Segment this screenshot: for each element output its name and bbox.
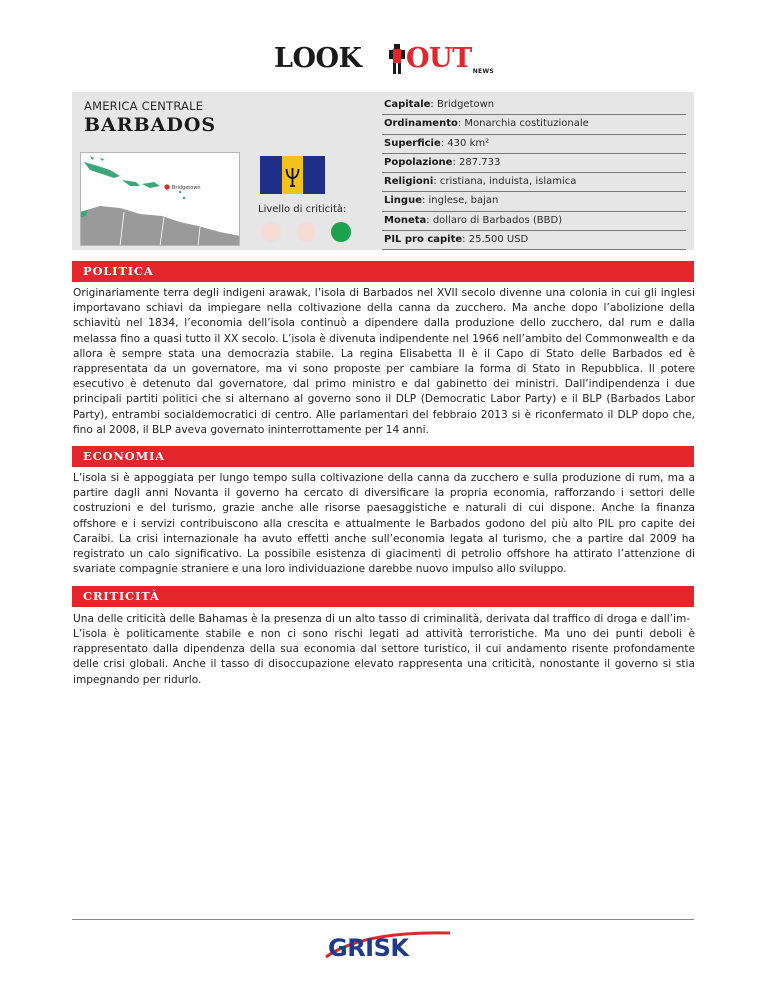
grisk-logo-text: GRISK: [328, 934, 409, 961]
criticality-label: Livello di criticità:: [258, 204, 347, 215]
fact-popolazione: Popolazione: 287.733: [382, 154, 686, 173]
fact-moneta: Moneta: dollaro di Barbados (BBD): [382, 212, 686, 231]
logo-look-text: LOOK: [274, 43, 362, 74]
fact-ordinamento: Ordinamento: Monarchia costituzionale: [382, 115, 686, 134]
footer-divider: [72, 919, 694, 920]
section-text-economia: L’isola si è appoggiata per lungo tempo sulla coltivazione della canna da zucchero e sulla produzione di rum, ma a partire dagli anni Novanta il governo ha cercato di diversificare la propria economia, rafforzando i settori delle costruzioni e del turismo, grazie anche alle risorse paesaggistiche e naturali di cui dispone. Anche la finanza offshore e i servizi contribuiscono alla crescita e attualmente le Barbados godono del più alto PIL pro capite dei Caraibi. La crisi internazionale ha avuto effetti anche sull’economia legata al turismo, che a partire dal 2009 ha registrato un calo significativo. La possibile esistenza di giacimenti di petrolio offshore ha attirato l’attenzione di svariate compagnie straniere e una loro individuazione darebbe nuovo impulso allo sviluppo.: [73, 472, 695, 576]
section-header-economia: [72, 446, 694, 467]
logo-news-text: NEWS: [472, 68, 494, 75]
lookout-logo: [274, 44, 494, 78]
grisk-logo: [322, 929, 454, 961]
map-city-label: Bridgetown: [172, 185, 201, 191]
section-header-criticita: [72, 586, 694, 607]
fact-religioni: Religioni: cristiana, induista, islamica: [382, 173, 686, 192]
section-title: CRITICITÀ: [83, 589, 160, 603]
logo-out-text: OUT: [406, 43, 472, 74]
section-title: ECONOMIA: [83, 449, 165, 463]
criticality-dot-2: [296, 222, 316, 242]
fact-capitale: Capitale: Bridgetown: [382, 96, 686, 115]
country-facts-list: [382, 96, 686, 250]
section-header-politica: [72, 261, 694, 282]
region-label: AMERICA CENTRALE: [84, 99, 204, 113]
country-info-box: [72, 92, 694, 250]
fact-pil-pro-capite: PIL pro capite: 25.500 USD: [382, 231, 686, 250]
section-text-criticita: L’isola è politicamente stabile e non ci sono rischi legati ad attività terroristiche. Ma uno dei punti deboli è rappresentato dalla dipendenza della sua economia dal settore turistico, il cui andamento risente profondamente delle crisi globali. Anche il tasso di disoccupazione elevato rappresenta una criticità, nonostante il governo si stia impegnando per ridurlo.: [73, 628, 695, 686]
section-title: POLITICA: [83, 264, 154, 278]
caribbean-map: [80, 152, 240, 246]
fact-lingue: Lingue: inglese, bajan: [382, 192, 686, 211]
criticality-dot-1: [261, 222, 281, 242]
section-text-criticita-line1: Una delle criticità delle Bahamas è la presenza di un alto tasso di criminalità, derivata dal traffico di droga e dall’im-: [73, 613, 691, 625]
country-title: BARBADOS: [84, 114, 217, 136]
section-text-politica: Originariamente terra degli indigeni arawak, l’isola di Barbados nel XVII secolo divenne una colonia in cui gli inglesi importavano schiavi da impiegare nella coltivazione della canna da zucchero. Ma anche dopo l’abolizione della schiavitù nel 1834, l’economia dell’isola continuò a dipendere dalla produzione dello zucchero, dal rum e dalla melassa fino a quasi tutto il XX secolo. L’isola è divenuta indipendente nel 1966 nell’ambito del Commonwealth e da allora è sempre stata una democrazia stabile. La regina Elisabetta II è il Capo di Stato delle Barbados ed è rappresentata da un governatore, ma vi sono proposte per cambiare la forma di Stato in Repubblica. Il potere esecutivo è detenuto dal governatore, dal primo ministro e dal gabinetto dei ministri. Dall’indipendenza i due principali partiti politici che si alternano al governo sono il DLP (Democratic Labor Party) e il BLP (Barbados Labor Party), entrambi socialdemocratici di centro. Alle parlamentari del febbraio 2013 si è riconfermato il DLP dopo che, fino al 2008, il BLP aveva governato ininterrottamente per 14 anni.: [73, 287, 695, 436]
criticality-dot-3-active: [331, 222, 351, 242]
reporter-icon: [386, 44, 408, 74]
barbados-flag-icon: [260, 156, 325, 194]
fact-superficie: Superficie: 430 km²: [382, 135, 686, 154]
